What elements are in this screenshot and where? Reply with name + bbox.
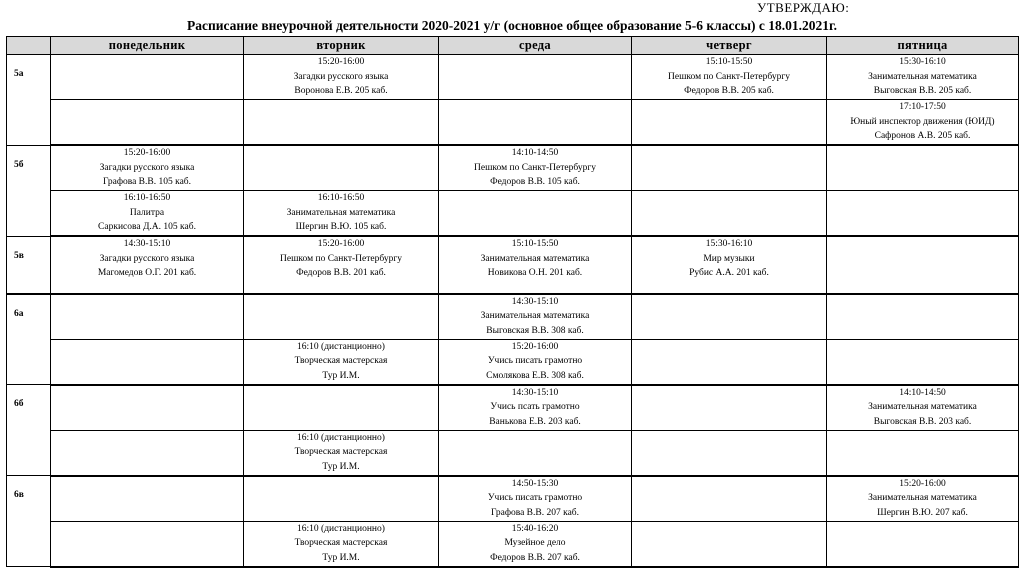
- lesson-time: 14:30-15:10: [123, 239, 171, 249]
- class-label: 5а: [7, 55, 51, 146]
- schedule-cell: [632, 55, 827, 100]
- schedule-cell: [632, 100, 827, 146]
- class-label: 5в: [7, 236, 51, 294]
- schedule-cell: [827, 100, 1019, 146]
- schedule-cell: [51, 294, 244, 340]
- schedule-cell: [632, 145, 827, 191]
- lesson-teacher-room: Сафронов А.В. 205 каб.: [874, 131, 971, 142]
- lesson-time: 17:10-17:50: [899, 102, 946, 112]
- schedule-cell: [439, 145, 632, 191]
- schedule-cell: [632, 385, 827, 431]
- lesson-teacher-room: Саркисова Д.А. 105 каб.: [98, 222, 196, 233]
- schedule-cell: [632, 521, 827, 567]
- header-day: вторник: [244, 37, 439, 55]
- lesson-name: Загадки русского языка: [293, 71, 389, 82]
- schedule-cell: [51, 145, 244, 191]
- lesson-teacher-room: Ванькова Е.В. 203 каб.: [489, 416, 581, 427]
- header-day: понедельник: [51, 37, 244, 55]
- table-row: [7, 339, 1019, 385]
- lesson-name: Юный инспектор движения (ЮИД): [850, 116, 995, 127]
- schedule-cell: [632, 294, 827, 340]
- lesson-teacher-room: Шергин В.Ю. 207 каб.: [877, 507, 968, 518]
- header-day: среда: [439, 37, 632, 55]
- schedule-cell: [51, 191, 244, 237]
- table-row: [7, 55, 1019, 100]
- lesson-teacher-room: Тур И.М.: [322, 461, 360, 472]
- lesson-time: 14:30-15:10: [511, 387, 559, 398]
- lesson-teacher-room: Федоров В.В. 207 каб.: [490, 552, 580, 563]
- lesson-time: 16:10-16:50: [123, 193, 171, 203]
- schedule-cell: [827, 55, 1019, 100]
- lesson-teacher-room: Воронова Е.В. 205 каб.: [294, 86, 388, 97]
- lesson-time: 16:10 (дистанционно): [297, 341, 385, 352]
- class-label: 6в: [7, 476, 51, 567]
- lesson-name: Творческая мастерская: [294, 356, 388, 367]
- lesson-teacher-room: Рубис А.А. 201 каб.: [689, 268, 769, 279]
- schedule-cell: [244, 430, 439, 476]
- schedule-cell: [439, 294, 632, 340]
- schedule-cell: [632, 476, 827, 522]
- schedule-body: [7, 55, 1019, 567]
- schedule-cell: [827, 191, 1019, 237]
- table-row: [7, 430, 1019, 476]
- schedule-cell: [439, 385, 632, 431]
- lesson-name: Занимательная математика: [480, 253, 590, 264]
- lesson-teacher-room: Новикова О.Н. 201 каб.: [487, 268, 583, 279]
- header-corner: [7, 37, 51, 55]
- schedule-cell: [51, 55, 244, 100]
- schedule-cell: [51, 236, 244, 294]
- lesson-time: 15:20-16:00: [899, 478, 946, 489]
- class-label: 5б: [7, 145, 51, 236]
- schedule-cell: [439, 476, 632, 522]
- lesson-teacher-room: Федоров В.В. 201 каб.: [296, 268, 386, 279]
- schedule-cell: [51, 385, 244, 431]
- schedule-cell: [51, 476, 244, 522]
- schedule-cell: [439, 236, 632, 294]
- lesson-name: Занимательная математика: [868, 71, 977, 82]
- lesson-name: Учись писать грамотно: [487, 356, 583, 367]
- lesson-name: Учись псать грамотно: [490, 402, 580, 413]
- lesson-time: 16:10-16:50: [317, 193, 365, 203]
- lesson-name: Учись писать грамотно: [487, 493, 583, 504]
- schedule-cell: [827, 145, 1019, 191]
- lesson-name: Пешком по Санкт-Петербургу: [668, 71, 790, 82]
- lesson-teacher-room: Тур И.М.: [322, 552, 360, 563]
- lesson-time: 15:20-16:00: [317, 57, 365, 67]
- lesson-time: 15:20-16:00: [511, 341, 559, 352]
- schedule-cell: [827, 476, 1019, 522]
- schedule-cell: [439, 191, 632, 237]
- lesson-name: Загадки русского языка: [99, 253, 195, 264]
- table-row: [7, 476, 1019, 522]
- table-row: [7, 145, 1019, 191]
- lesson-teacher-room: Графова В.В. 105 каб.: [102, 177, 192, 188]
- lesson-name: Занимательная математика: [480, 311, 590, 322]
- lesson-name: Занимательная математика: [868, 493, 977, 504]
- schedule-cell: [244, 339, 439, 385]
- schedule-cell: [51, 430, 244, 476]
- lesson-time: 15:40-16:20: [511, 523, 559, 534]
- schedule-cell: [827, 236, 1019, 294]
- schedule-cell: [51, 100, 244, 146]
- schedule-cell: [244, 236, 439, 294]
- table-row: [7, 385, 1019, 431]
- schedule-cell: [244, 145, 439, 191]
- header-day: пятница: [827, 37, 1019, 55]
- lesson-time: 15:30-16:10: [899, 57, 946, 67]
- table-row: [7, 191, 1019, 237]
- lesson-teacher-room: Выговская В.В. 205 каб.: [873, 86, 972, 97]
- lesson-teacher-room: Шергин В.Ю. 105 каб.: [295, 222, 387, 233]
- table-row: [7, 236, 1019, 294]
- class-label: 6а: [7, 294, 51, 385]
- schedule-cell: [51, 339, 244, 385]
- lesson-time: 14:50-15:30: [511, 478, 559, 489]
- lesson-teacher-room: Федоров В.В. 105 каб.: [490, 177, 580, 188]
- lesson-name: Занимательная математика: [286, 207, 396, 218]
- schedule-cell: [827, 294, 1019, 340]
- lesson-name: Музейное дело: [504, 538, 566, 549]
- schedule-header: [7, 37, 1019, 55]
- lesson-time: 16:10 (дистанционно): [297, 432, 385, 443]
- lesson-name: Загадки русского языка: [99, 162, 195, 173]
- table-row: [7, 521, 1019, 567]
- lesson-time: 16:10 (дистанционно): [297, 523, 385, 534]
- lesson-name: Творческая мастерская: [294, 538, 388, 549]
- schedule-cell: [827, 385, 1019, 431]
- lesson-teacher-room: Выговская В.В. 308 каб.: [486, 325, 584, 336]
- lesson-time: 14:10-14:50: [511, 148, 559, 158]
- approval-stamp-text: УТВЕРЖДАЮ:: [757, 0, 850, 15]
- schedule-cell: [632, 236, 827, 294]
- schedule-cell: [244, 385, 439, 431]
- lesson-teacher-room: Графова В.В. 207 каб.: [490, 507, 580, 518]
- lesson-time: 14:30-15:10: [511, 296, 559, 307]
- lesson-time: 14:10-14:50: [899, 387, 946, 398]
- schedule-cell: [51, 521, 244, 567]
- lesson-time: 15:20-16:00: [123, 148, 171, 158]
- lesson-time: 15:10-15:50: [511, 239, 559, 249]
- schedule-cell: [244, 294, 439, 340]
- schedule-cell: [244, 191, 439, 237]
- class-label: 6б: [7, 385, 51, 476]
- lesson-time: 15:20-16:00: [317, 239, 365, 249]
- schedule-cell: [632, 339, 827, 385]
- schedule-cell: [827, 521, 1019, 567]
- schedule-cell: [632, 430, 827, 476]
- schedule-cell: [439, 100, 632, 146]
- schedule-cell: [244, 55, 439, 100]
- lesson-teacher-room: Магомедов О.Г. 201 каб.: [97, 268, 197, 279]
- lesson-name: Пешком по Санкт-Петербургу: [474, 162, 596, 173]
- schedule-cell: [439, 339, 632, 385]
- lesson-name: Занимательная математика: [868, 402, 977, 413]
- schedule-cell: [827, 339, 1019, 385]
- lesson-teacher-room: Федоров В.В. 205 каб.: [684, 86, 774, 97]
- table-row: [7, 294, 1019, 340]
- header-day: четверг: [632, 37, 827, 55]
- lesson-name: Творческая мастерская: [294, 447, 388, 458]
- schedule-cell: [244, 100, 439, 146]
- schedule-cell: [632, 191, 827, 237]
- page-title: Расписание внеурочной деятельности 2020-2021 у/г (основное общее образование 5-6 классы) с 18.01.2021г.: [186, 18, 838, 33]
- lesson-time: 15:30-16:10: [705, 239, 753, 249]
- lesson-name: Мир музыки: [703, 253, 755, 264]
- schedule-cell: [244, 476, 439, 522]
- lesson-name: Пешком по Санкт-Петербургу: [280, 253, 402, 264]
- table-row: [7, 100, 1019, 146]
- schedule-cell: [827, 430, 1019, 476]
- lesson-teacher-room: Тур И.М.: [322, 370, 360, 381]
- lesson-time: 15:10-15:50: [705, 57, 753, 67]
- lesson-teacher-room: Выговская В.В. 203 каб.: [873, 416, 972, 427]
- schedule-cell: [439, 430, 632, 476]
- lesson-name: Палитра: [129, 207, 165, 218]
- schedule-cell: [439, 55, 632, 100]
- lesson-teacher-room: Смолякова Е.В. 308 каб.: [486, 370, 584, 381]
- schedule-cell: [439, 521, 632, 567]
- schedule-table: [6, 36, 1019, 568]
- schedule-cell: [244, 521, 439, 567]
